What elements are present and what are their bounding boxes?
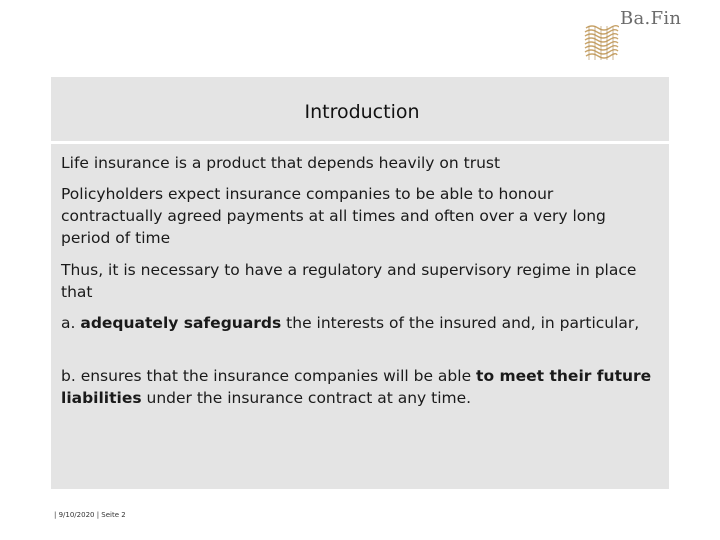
slide-footer: | 9/10/2020 | Seite 2 xyxy=(54,511,126,519)
point-a-prefix: a. xyxy=(61,314,81,332)
point-b-rest: under the insurance contract at any time. xyxy=(141,389,472,407)
point-a xyxy=(61,312,657,334)
point-b-bold: to meet their future liabilities xyxy=(61,367,652,407)
bafin-wordmark: Ba.Fin xyxy=(620,8,682,29)
slide-content-panel xyxy=(51,144,669,489)
eagle-wave-icon xyxy=(583,22,619,66)
slide-title: Introduction xyxy=(304,101,420,123)
paragraph-trust: Life insurance is a product that depends heavily on trust xyxy=(61,154,501,172)
point-a-bold: adequately safeguards xyxy=(80,314,282,332)
paragraph-regulatory-regime: Thus, it is necessary to have a regulatory and supervisory regime in place that xyxy=(61,261,637,301)
slide-title-panel xyxy=(51,77,669,141)
point-b xyxy=(61,365,657,409)
paragraph-policyholders: Policyholders expect insurance companies to be able to honour contractually agreed payments at all times and often over a very long period of time xyxy=(61,185,606,247)
point-b-prefix: b. ensures that the insurance companies will be able xyxy=(61,367,477,385)
point-a-rest: the interests of the insured and, in particular, xyxy=(281,314,640,332)
